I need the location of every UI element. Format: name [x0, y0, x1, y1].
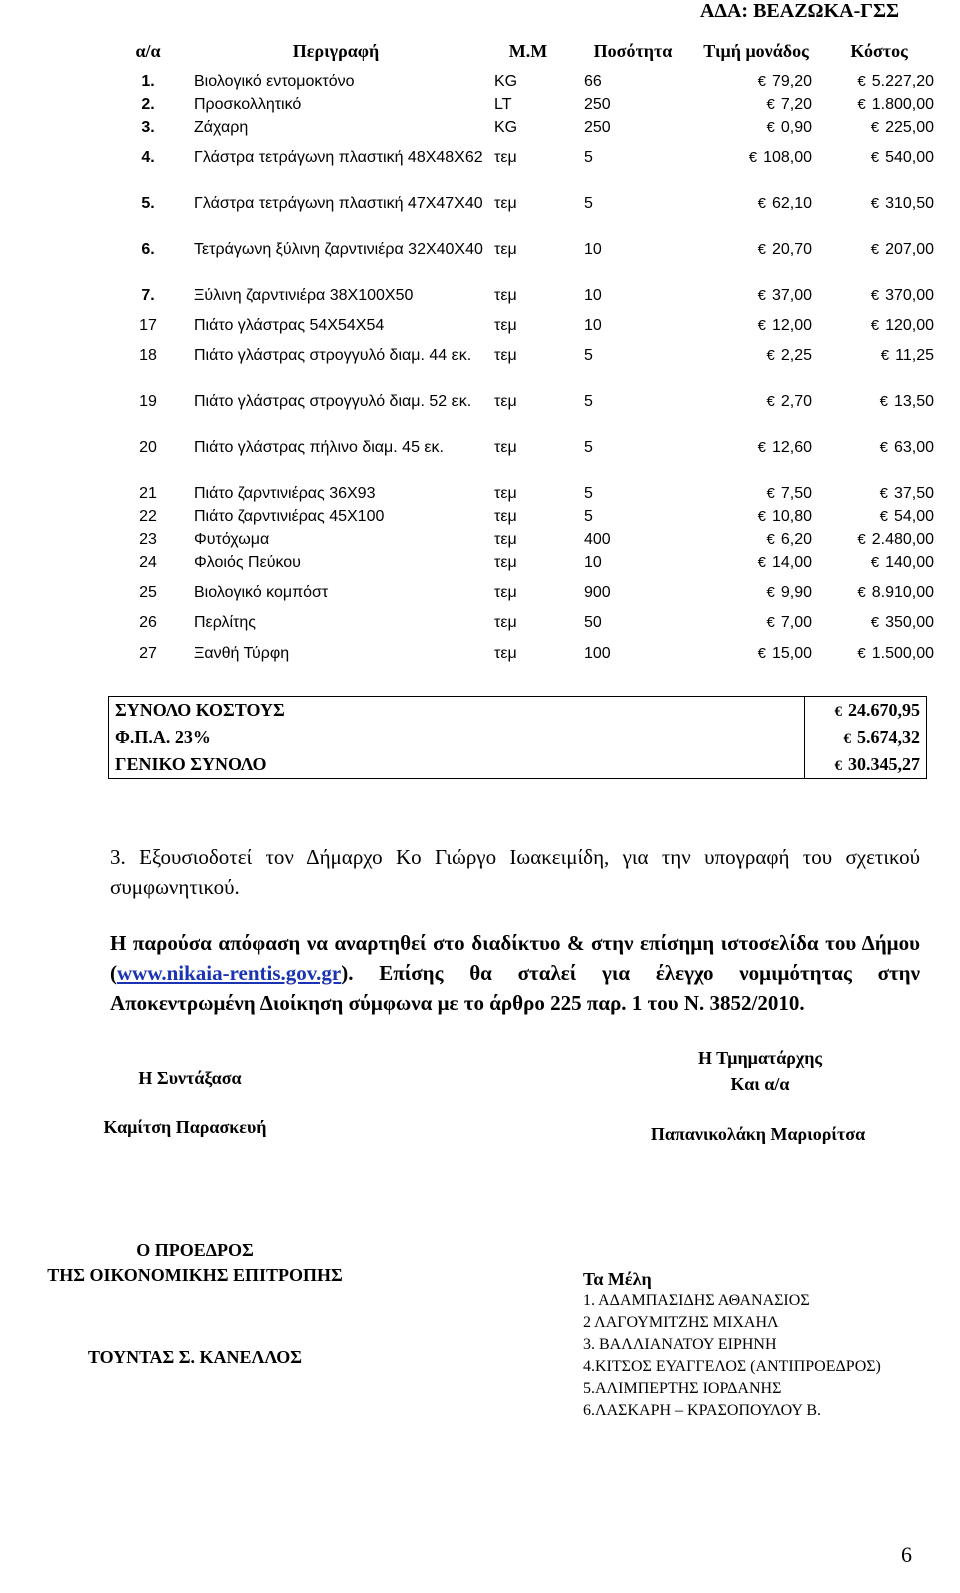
row-unit-price-value: 7,00 — [780, 614, 812, 631]
row-unit: τεμ — [494, 287, 517, 304]
euro-icon: € — [870, 241, 880, 258]
row-cost-value: 2.480,00 — [871, 531, 934, 548]
row-unit: τεμ — [494, 149, 517, 166]
table-row — [108, 438, 940, 484]
euro-icon: € — [757, 195, 766, 212]
member-item: 6.ΛΑΣΚΑΡΗ – ΚΡΑΣΟΠΟΥΛΟΥ Β. — [583, 1402, 822, 1419]
publication-paragraph — [110, 928, 920, 1018]
grand-total-label: ΓΕΝΙΚΟ ΣΥΝΟΛΟ — [115, 754, 267, 774]
row-unit: τεμ — [494, 508, 517, 525]
table-row — [108, 118, 940, 148]
row-number: 19 — [139, 393, 157, 410]
row-number: 3. — [141, 119, 155, 136]
row-description: Πιάτο γλάστρας στρογγυλό διαμ. 44 εκ. — [194, 347, 472, 364]
row-unit: KG — [494, 119, 518, 136]
row-unit-price-value: 2,70 — [780, 393, 812, 410]
row-unit-price — [694, 194, 818, 240]
row-cost-value: 1.800,00 — [871, 96, 934, 113]
euro-icon: € — [757, 554, 766, 571]
row-unit: LT — [494, 96, 512, 113]
euro-icon: € — [879, 439, 888, 456]
euro-icon: € — [766, 531, 775, 548]
row-unit: τεμ — [494, 439, 517, 456]
municipality-website-link[interactable]: www.nikaia-rentis.gov.gr — [117, 961, 342, 985]
row-unit: τεμ — [494, 393, 517, 410]
euro-icon: € — [757, 645, 766, 662]
row-unit: τεμ — [494, 317, 517, 334]
row-cost-value: 207,00 — [885, 241, 934, 258]
total-cost-amount: 24.670,95 — [848, 700, 920, 720]
vat-value — [805, 724, 927, 751]
grand-total-amount: 30.345,27 — [848, 754, 920, 774]
row-quantity: 66 — [584, 73, 602, 90]
euro-icon: € — [843, 731, 851, 747]
row-description: Περλίτης — [194, 614, 256, 631]
row-cost — [818, 644, 940, 675]
paragraph-3 — [110, 842, 920, 902]
grand-total-row — [109, 751, 927, 779]
row-unit-price — [694, 148, 818, 194]
row-unit-price — [694, 95, 818, 118]
row-cost — [818, 583, 940, 613]
row-unit-price-value: 62,10 — [771, 195, 812, 212]
col-header-quantity: Ποσότητα — [593, 40, 673, 61]
row-cost-value: 13,50 — [893, 393, 934, 410]
row-unit-price — [694, 507, 818, 530]
euro-icon: € — [766, 393, 775, 410]
euro-icon: € — [757, 508, 766, 525]
row-number: 6. — [141, 241, 155, 258]
row-unit: τεμ — [494, 531, 517, 548]
paragraph-3-number: 3. — [110, 845, 126, 869]
row-quantity: 10 — [584, 287, 602, 304]
row-unit: τεμ — [494, 347, 517, 364]
row-unit-price — [694, 613, 818, 644]
row-unit: τεμ — [494, 645, 517, 662]
euro-icon: € — [766, 119, 775, 136]
table-row — [108, 346, 940, 392]
row-cost — [818, 316, 940, 346]
row-number: 25 — [139, 584, 157, 601]
row-cost — [818, 286, 940, 316]
row-description: Τετράγωνη ξύλινη ζαρντινιέρα 32Χ40Χ40 — [194, 241, 483, 258]
row-description: Προσκολλητικό — [194, 96, 302, 113]
row-unit-price — [694, 583, 818, 613]
col-header-description: Περιγραφή — [292, 40, 380, 61]
members-heading: Τα Μέλη — [583, 1269, 652, 1289]
table-row — [108, 240, 940, 286]
row-unit-price — [694, 644, 818, 675]
row-quantity: 5 — [584, 195, 593, 212]
row-description: Πιάτο γλάστρας στρογγυλό διαμ. 52 εκ. — [194, 393, 472, 410]
row-unit-price-value: 20,70 — [771, 241, 812, 258]
row-unit-price — [694, 286, 818, 316]
euro-icon: € — [834, 704, 842, 720]
row-quantity: 10 — [584, 317, 602, 334]
row-number: 2. — [141, 96, 155, 113]
row-unit-price — [694, 484, 818, 507]
row-cost-value: 120,00 — [885, 317, 934, 334]
author-title: Η Συντάξασα — [138, 1068, 242, 1088]
row-unit-price — [694, 530, 818, 553]
table-row — [108, 148, 940, 194]
euro-icon: € — [880, 347, 890, 364]
table-row — [108, 583, 940, 613]
euro-icon: € — [870, 149, 880, 166]
row-quantity: 50 — [584, 614, 602, 631]
row-cost-value: 11,25 — [895, 347, 934, 364]
row-description: Ξανθή Τύρφη — [194, 645, 290, 662]
row-number: 18 — [139, 347, 157, 364]
row-cost — [818, 194, 940, 240]
euro-icon: € — [766, 584, 775, 601]
row-quantity: 10 — [584, 241, 602, 258]
publication-text-before: Η παρούσα απόφαση να αναρτηθεί στο διαδίκτυο & στην επίσημη ιστοσελίδα του Δήμου ( — [110, 931, 920, 985]
row-cost — [818, 148, 940, 194]
table-row — [108, 613, 940, 644]
row-quantity: 250 — [584, 96, 611, 113]
col-header-no: α/α — [135, 40, 161, 61]
col-header-unit-price: Τιμή μονάδος — [703, 40, 809, 61]
head-name: Παπανικολάκη Μαριορίτσα — [650, 1124, 866, 1144]
table-row — [108, 392, 940, 438]
row-unit-price-value: 2,25 — [780, 347, 812, 364]
member-item: 4.ΚΙΤΣΟΣ ΕΥΑΓΓΕΛΟΣ (ΑΝΤΙΠΡΟΕΔΡΟΣ) — [583, 1358, 881, 1375]
row-description: Φλοιός Πεύκου — [194, 554, 301, 571]
row-quantity: 5 — [584, 439, 593, 456]
member-item: 1. ΑΔΑΜΠΑΣΙΔΗΣ ΑΘΑΝΑΣΙΟΣ — [583, 1292, 810, 1309]
row-number: 21 — [139, 485, 157, 502]
row-cost — [818, 392, 940, 438]
row-unit-price-value: 79,20 — [771, 73, 812, 90]
row-quantity: 5 — [584, 393, 593, 410]
vat-amount: 5.674,32 — [857, 727, 920, 747]
row-unit-price-value: 7,20 — [780, 96, 812, 113]
row-unit-price-value: 14,00 — [771, 554, 812, 571]
vat-label: Φ.Π.Α. 23% — [115, 727, 211, 747]
vat-row — [109, 724, 927, 751]
row-cost-value: 54,00 — [893, 508, 934, 525]
row-cost — [818, 240, 940, 286]
row-unit-price — [694, 438, 818, 484]
euro-icon: € — [879, 508, 888, 525]
row-number: 23 — [139, 531, 157, 548]
president-title-2: ΤΗΣ ΟΙΚΟΝΟΜΙΚΗΣ ΕΠΙΤΡΟΠΗΣ — [47, 1265, 343, 1285]
euro-icon: € — [870, 317, 880, 334]
items-table — [108, 30, 940, 675]
table-header-row — [108, 30, 940, 72]
row-description: Πιάτο γλάστρας 54Χ54Χ54 — [194, 317, 385, 334]
row-unit-price — [694, 392, 818, 438]
row-cost-value: 540,00 — [885, 149, 934, 166]
table-row — [108, 507, 940, 530]
euro-icon: € — [766, 96, 775, 113]
row-cost-value: 140,00 — [885, 554, 934, 571]
head-title-1: Η Τμηματάρχης — [697, 1048, 823, 1068]
row-unit-price — [694, 240, 818, 286]
page-number: 6 — [901, 1542, 912, 1567]
table-row — [108, 286, 940, 316]
row-description: Πιάτο ζαρντινιέρας 45Χ100 — [194, 508, 385, 525]
euro-icon: € — [757, 241, 766, 258]
row-description: Ζάχαρη — [194, 119, 249, 136]
euro-icon: € — [757, 317, 766, 334]
row-unit-price-value: 6,20 — [780, 531, 812, 548]
row-unit: τεμ — [494, 485, 517, 502]
members-block — [583, 1268, 881, 1422]
row-unit-price — [694, 553, 818, 583]
row-number: 4. — [141, 149, 155, 166]
total-cost-label: ΣΥΝΟΛΟ ΚΟΣΤΟΥΣ — [115, 700, 285, 720]
row-cost — [818, 507, 940, 530]
row-quantity: 100 — [584, 645, 611, 662]
euro-icon: € — [757, 439, 766, 456]
col-header-cost: Κόστος — [850, 40, 908, 61]
euro-icon: € — [879, 393, 888, 410]
row-cost — [818, 438, 940, 484]
row-unit-price-value: 7,50 — [780, 485, 812, 502]
row-unit-price-value: 0,90 — [780, 119, 812, 136]
row-cost-value: 63,00 — [893, 439, 934, 456]
row-unit: τεμ — [494, 584, 517, 601]
row-cost-value: 370,00 — [885, 287, 934, 304]
row-description: Βιολογικό εντομοκτόνο — [194, 73, 355, 90]
president-title-1: Ο ΠΡΟΕΔΡΟΣ — [136, 1240, 254, 1260]
row-number: 5. — [141, 195, 155, 212]
euro-icon: € — [857, 584, 866, 601]
row-unit: τεμ — [494, 554, 517, 571]
table-row — [108, 194, 940, 240]
euro-icon: € — [857, 96, 866, 113]
member-item: 3. ΒΑΛΛΙΑΝΑΤΟΥ ΕΙΡΗΝΗ — [583, 1336, 777, 1353]
row-description: Ξύλινη ζαρντινιέρα 38Χ100Χ50 — [194, 287, 414, 304]
euro-icon: € — [879, 485, 888, 502]
row-unit-price — [694, 316, 818, 346]
row-cost-value: 225,00 — [885, 119, 934, 136]
row-number: 7. — [141, 287, 155, 304]
row-cost-value: 1.500,00 — [871, 645, 934, 662]
paragraph-3-text: Εξουσιοδοτεί τον Δήμαρχο Κο Γιώργο Ιωακειμίδη, για την υπογραφή του σχετικού συμφωνητικού. — [110, 845, 921, 899]
row-number: 17 — [139, 317, 157, 334]
row-quantity: 5 — [584, 508, 593, 525]
row-unit-price-value: 10,80 — [771, 508, 812, 525]
euro-icon: € — [766, 347, 775, 364]
row-quantity: 250 — [584, 119, 611, 136]
row-number: 22 — [139, 508, 157, 525]
euro-icon: € — [757, 287, 766, 304]
table-row — [108, 72, 940, 95]
table-row — [108, 95, 940, 118]
row-unit-price-value: 12,60 — [771, 439, 812, 456]
row-quantity: 400 — [584, 531, 611, 548]
euro-icon: € — [857, 645, 866, 662]
ada-code: ΑΔΑ: ΒΕΑΖΩΚΑ-ΓΣΣ — [700, 0, 900, 22]
table-row — [108, 316, 940, 346]
row-unit-price — [694, 72, 818, 95]
row-description: Πιάτο γλάστρας πήλινο διαμ. 45 εκ. — [194, 439, 444, 456]
row-quantity: 900 — [584, 584, 611, 601]
row-description: Πιάτο ζαρντινιέρας 36Χ93 — [194, 485, 376, 502]
table-row — [108, 484, 940, 507]
president-name: ΤΟΥΝΤΑΣ Σ. ΚΑΝΕΛΛΟΣ — [87, 1347, 303, 1367]
total-cost-value — [805, 697, 927, 725]
row-number: 24 — [139, 554, 157, 571]
euro-icon: € — [834, 758, 842, 774]
table-row — [108, 553, 940, 583]
row-description: Γλάστρα τετράγωνη πλαστική 48Χ48Χ62 — [194, 149, 483, 166]
row-unit-price-value: 12,00 — [771, 317, 812, 334]
table-row — [108, 530, 940, 553]
euro-icon: € — [766, 614, 775, 631]
row-cost — [818, 95, 940, 118]
row-cost-value: 350,00 — [885, 614, 934, 631]
euro-icon: € — [870, 195, 880, 212]
row-cost — [818, 613, 940, 644]
row-quantity: 5 — [584, 149, 593, 166]
row-cost — [818, 484, 940, 507]
row-quantity: 5 — [584, 485, 593, 502]
row-unit-price-value: 37,00 — [771, 287, 812, 304]
row-unit-price-value: 15,00 — [771, 645, 812, 662]
row-unit-price-value: 108,00 — [763, 149, 812, 166]
row-unit: KG — [494, 73, 518, 90]
row-number: 27 — [139, 645, 157, 662]
row-cost — [818, 553, 940, 583]
row-quantity: 5 — [584, 347, 593, 364]
row-cost-value: 5.227,20 — [871, 73, 934, 90]
head-title-2: Και α/α — [730, 1074, 790, 1094]
col-header-unit: Μ.Μ — [508, 40, 548, 61]
row-cost-value: 8.910,00 — [871, 584, 934, 601]
row-cost — [818, 118, 940, 148]
euro-icon: € — [870, 287, 880, 304]
euro-icon: € — [766, 485, 775, 502]
row-description: Γλάστρα τετράγωνη πλαστική 47Χ47Χ40 — [194, 195, 483, 212]
row-unit-price-value: 9,90 — [780, 584, 812, 601]
euro-icon: € — [870, 554, 880, 571]
euro-icon: € — [748, 149, 758, 166]
euro-icon: € — [870, 614, 880, 631]
row-unit: τεμ — [494, 195, 517, 212]
row-cost — [818, 72, 940, 95]
totals-table — [108, 696, 927, 779]
row-unit: τεμ — [494, 614, 517, 631]
member-item: 2 ΛΑΓΟΥΜΙΤΖΗΣ ΜΙΧΑΗΛ — [583, 1314, 779, 1331]
euro-icon: € — [870, 119, 880, 136]
row-unit: τεμ — [494, 241, 517, 258]
table-body — [108, 72, 940, 675]
row-unit-price — [694, 346, 818, 392]
row-cost-value: 310,50 — [885, 195, 934, 212]
row-quantity: 10 — [584, 554, 602, 571]
euro-icon: € — [857, 531, 866, 548]
euro-icon: € — [857, 73, 866, 90]
row-number: 20 — [139, 439, 157, 456]
row-description: Φυτόχωμα — [194, 531, 270, 548]
publication-text-after: ). Επίσης θα σταλεί για έλεγχο νομιμότητας στην Αποκεντρωμένη Διοίκηση σύμφωνα με το άρθρο 225 παρ. 1 του Ν. 3852/2010. — [110, 961, 920, 1015]
table-row — [108, 644, 940, 675]
row-cost — [818, 530, 940, 553]
grand-total-value — [805, 751, 927, 779]
total-cost-row — [109, 697, 927, 725]
row-cost-value: 37,50 — [893, 485, 934, 502]
row-description: Βιολογικό κομπόστ — [194, 584, 329, 601]
row-cost — [818, 346, 940, 392]
row-number: 26 — [139, 614, 157, 631]
euro-icon: € — [757, 73, 766, 90]
author-name: Καμίτση Παρασκευή — [103, 1117, 267, 1137]
row-number: 1. — [141, 73, 155, 90]
row-unit-price — [694, 118, 818, 148]
member-item: 5.ΑΛΙΜΠΕΡΤΗΣ ΙΟΡΔΑΝΗΣ — [583, 1380, 782, 1397]
